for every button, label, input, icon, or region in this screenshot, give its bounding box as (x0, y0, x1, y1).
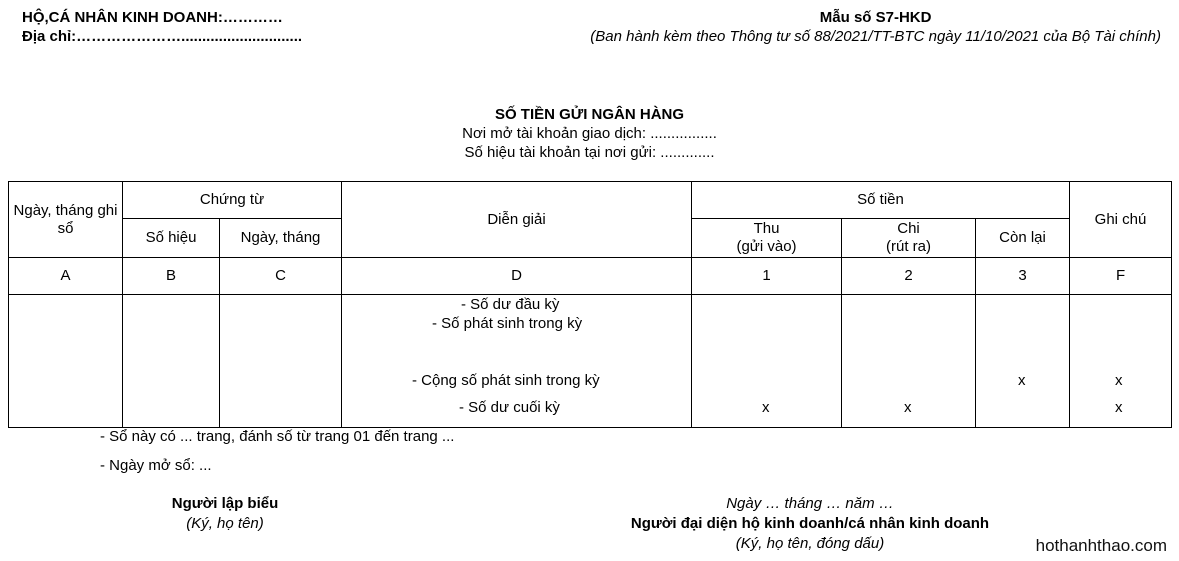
header-note: Ghi chú (1070, 182, 1172, 258)
x-mark: x (1018, 372, 1026, 389)
header-voucher-date: Ngày, tháng (220, 219, 342, 258)
note-pages: - Sổ này có ... trang, đánh số từ trang 01 đến trang ... (100, 428, 455, 445)
code-cell: 1 (692, 258, 842, 295)
header-date: Ngày, tháng ghi sổ (9, 182, 123, 258)
body-cell-voucher-number (123, 295, 220, 428)
watermark: hothanhthao.com (1035, 536, 1167, 555)
header-receipts: Thu (gửi vào) (692, 219, 842, 258)
header-left (22, 8, 302, 46)
desc-closing-balance: - Số dư cuối kỳ (459, 399, 560, 416)
body-cell-note (1070, 295, 1172, 428)
desc-period-arising: - Số phát sinh trong kỳ (432, 315, 583, 332)
signature-date-line: Ngày … tháng … năm … (726, 495, 894, 512)
body-cell-voucher-date (220, 295, 342, 428)
document-title-block (0, 105, 1179, 162)
header-voucher: Chứng từ (123, 182, 342, 219)
note-open-date: - Ngày mở sổ: ... (100, 457, 212, 474)
code-cell: C (220, 258, 342, 295)
body-cell-payments (842, 295, 976, 428)
form-issuance-note: (Ban hành kèm theo Thông tư số 88/2021/TT-BTC ngày 11/10/2021 của Bộ Tài chính) (590, 28, 1161, 45)
x-mark: x (1115, 399, 1123, 416)
x-mark: x (762, 399, 770, 416)
x-mark: x (904, 399, 912, 416)
account-place-line: Nơi mở tài khoản giao dịch: ................ (462, 125, 717, 142)
address-line: Địa chỉ:…………………............................. (22, 28, 303, 45)
x-mark: x (1115, 372, 1123, 389)
desc-opening-balance: - Số dư đầu kỳ (461, 296, 560, 313)
preparer-title: Người lập biểu (171, 495, 279, 512)
preparer-signature (125, 494, 325, 534)
header-balance: Còn lại (976, 219, 1070, 258)
ledger-table (8, 181, 1172, 428)
body-cell-balance (976, 295, 1070, 428)
code-cell: 3 (976, 258, 1070, 295)
document-title: SỐ TIỀN GỬI NGÂN HÀNG (494, 106, 685, 123)
body-cell-receipts (692, 295, 842, 428)
representative-title: Người đại diện hộ kinh doanh/cá nhân kinh doanh (630, 515, 990, 532)
representative-sign-note: (Ký, họ tên, đóng dấu) (735, 535, 885, 552)
body-cell-description (342, 295, 692, 428)
body-cell-date (9, 295, 123, 428)
body-row (9, 295, 1172, 428)
desc-total-arising: - Cộng số phát sinh trong kỳ (412, 372, 600, 389)
form-number: Mẫu số S7-HKD (819, 9, 932, 26)
header-voucher-number: Số hiệu (123, 219, 220, 258)
code-cell: A (9, 258, 123, 295)
code-cell: F (1070, 258, 1172, 295)
header-payments: Chi (rút ra) (842, 219, 976, 258)
account-number-line: Số hiệu tài khoản tại nơi gửi: ............. (464, 144, 715, 161)
code-cell: B (123, 258, 220, 295)
code-cell: 2 (842, 258, 976, 295)
preparer-sign-note: (Ký, họ tên) (186, 515, 264, 532)
header-right (590, 8, 1161, 46)
header-amount: Số tiền (692, 182, 1070, 219)
code-cell: D (342, 258, 692, 295)
business-name-line: HỘ,CÁ NHÂN KINH DOANH:………… (22, 9, 283, 26)
header-description: Diễn giải (342, 182, 692, 258)
representative-signature (560, 494, 1060, 554)
code-row (9, 258, 1172, 295)
